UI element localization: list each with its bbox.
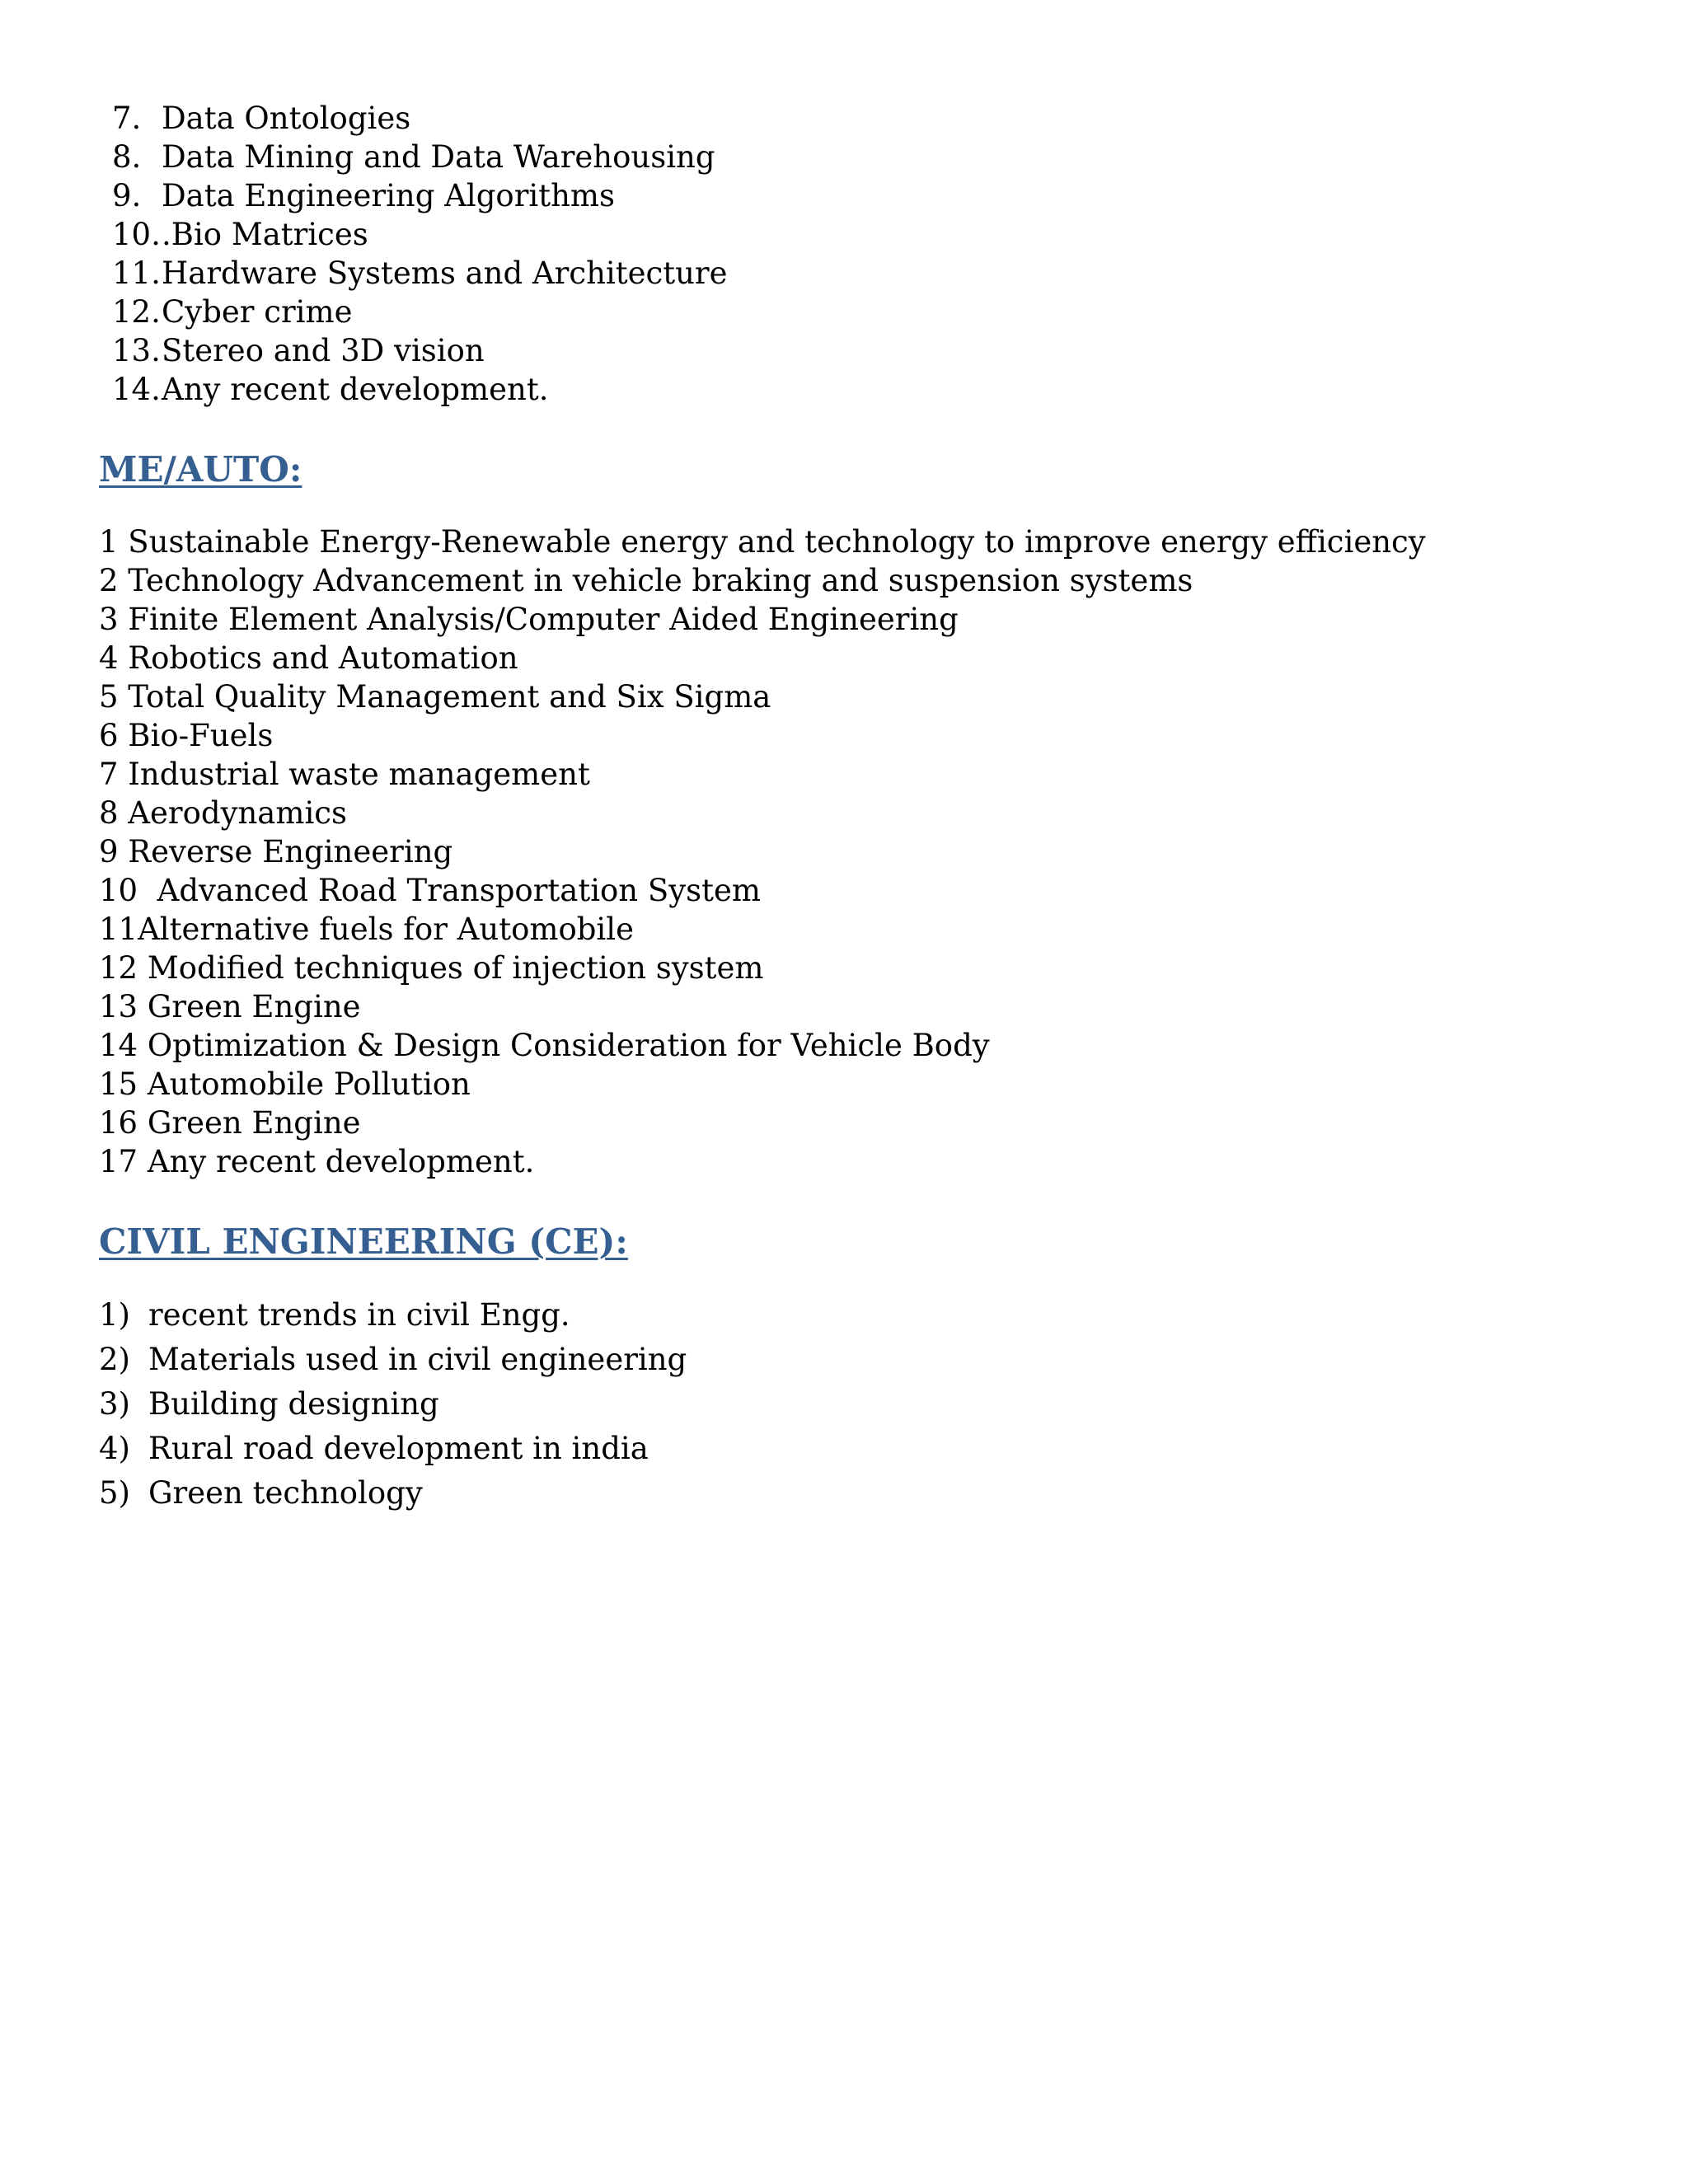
- list-item: 1 Sustainable Energy-Renewable energy and technology to improve energy efficiency: [99, 524, 1426, 560]
- item-number: 1): [99, 1297, 130, 1333]
- item-number: 14.: [112, 372, 161, 407]
- me-auto-heading: ME/AUTO:: [99, 449, 302, 490]
- item-text: Hardware Systems and Architecture: [162, 255, 728, 291]
- list-item: [99, 1427, 1599, 1471]
- item-number: 12.: [112, 294, 161, 330]
- item-number: 9.: [112, 178, 142, 213]
- list-item: [99, 1293, 1599, 1338]
- list-item: [99, 99, 1599, 138]
- item-number: 3): [99, 1386, 130, 1422]
- list-item: 16 Green Engine: [99, 1105, 361, 1141]
- list-item: 3 Finite Element Analysis/Computer Aided Engineering: [99, 602, 959, 637]
- list-item: 8 Aerodynamics: [99, 795, 347, 831]
- list-item: [99, 254, 1599, 293]
- list-item: 7 Industrial waste management: [99, 757, 590, 792]
- list-item: 9 Reverse Engineering: [99, 834, 453, 869]
- item-text: Data Ontologies: [162, 101, 411, 136]
- list-item: 10 Advanced Road Transportation System: [99, 873, 761, 908]
- item-text: Building designing: [148, 1386, 439, 1422]
- cs-topics-list: [99, 99, 1599, 409]
- list-item: 4 Robotics and Automation: [99, 640, 518, 676]
- item-text: Materials used in civil engineering: [148, 1342, 687, 1377]
- item-text: .Bio Matrices: [162, 217, 368, 252]
- item-number: 8.: [112, 139, 142, 175]
- item-number: 2): [99, 1342, 130, 1377]
- list-item: 17 Any recent development.: [99, 1144, 535, 1179]
- list-item: 14 Optimization & Design Consideration for Vehicle Body: [99, 1028, 990, 1063]
- list-item: [99, 370, 1599, 409]
- item-number: 7.: [112, 101, 142, 136]
- list-item: 11Alternative fuels for Automobile: [99, 912, 634, 947]
- item-text: recent trends in civil Engg.: [148, 1297, 570, 1333]
- document-content: [99, 99, 1599, 1516]
- list-item: [99, 331, 1599, 370]
- list-item: 12 Modified techniques of injection system: [99, 950, 764, 986]
- item-number: 10.: [112, 217, 161, 252]
- item-text: Green technology: [148, 1475, 423, 1511]
- me-auto-topics-list: [99, 523, 1599, 1181]
- list-item: [99, 215, 1599, 254]
- list-item: [99, 1338, 1599, 1382]
- item-text: Stereo and 3D vision: [162, 333, 485, 368]
- item-text: Data Engineering Algorithms: [162, 178, 615, 213]
- item-number: 4): [99, 1431, 130, 1466]
- item-text: Cyber crime: [162, 294, 353, 330]
- item-text: Data Mining and Data Warehousing: [162, 139, 715, 175]
- item-number: 11.: [112, 255, 161, 291]
- list-item: [99, 138, 1599, 176]
- list-item: 15 Automobile Pollution: [99, 1066, 471, 1102]
- list-item: 13 Green Engine: [99, 989, 361, 1024]
- list-item: 5 Total Quality Management and Six Sigma: [99, 679, 771, 715]
- list-item: [99, 1382, 1599, 1427]
- item-number: 13.: [112, 333, 161, 368]
- item-text: Any recent development.: [162, 372, 549, 407]
- list-item: [99, 1471, 1599, 1516]
- list-item: 6 Bio-Fuels: [99, 718, 274, 753]
- list-item: 2 Technology Advancement in vehicle braking and suspension systems: [99, 563, 1193, 598]
- list-item: [99, 293, 1599, 331]
- civil-engineering-heading: CIVIL ENGINEERING (CE):: [99, 1221, 628, 1262]
- item-text: Rural road development in india: [148, 1431, 649, 1466]
- item-number: 5): [99, 1475, 130, 1511]
- list-item: [99, 176, 1599, 215]
- civil-engineering-topics-list: [99, 1293, 1599, 1516]
